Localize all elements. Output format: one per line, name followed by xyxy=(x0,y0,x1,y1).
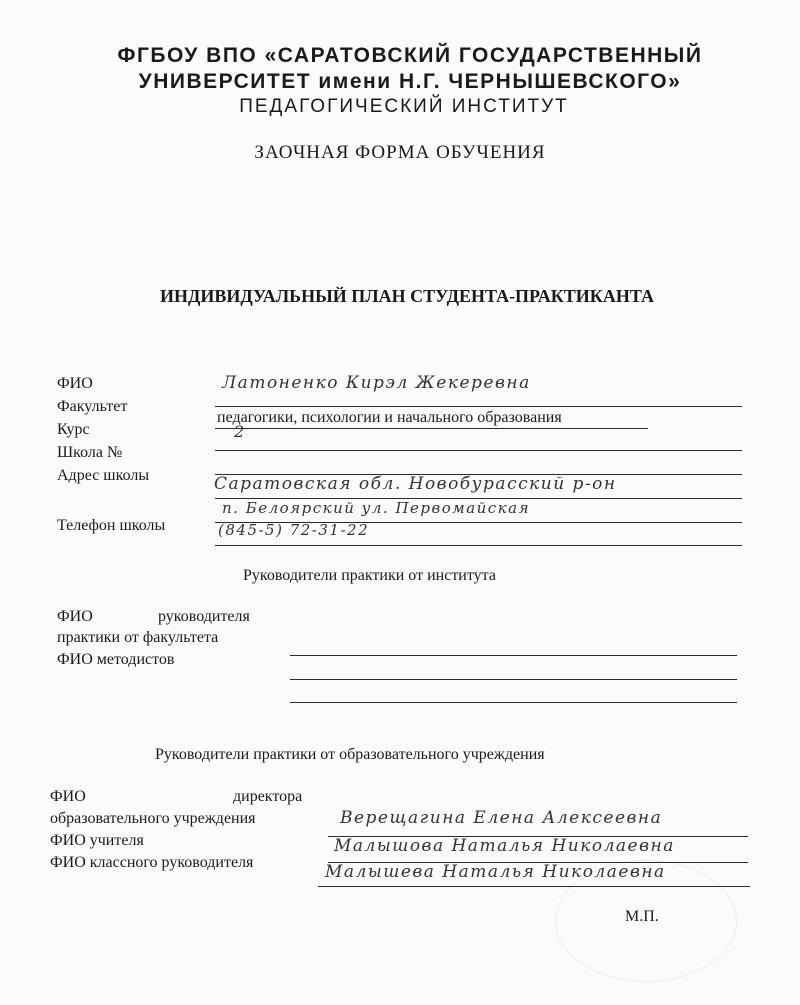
director-label-fio: ФИО xyxy=(50,788,86,805)
faculty-line xyxy=(215,428,648,429)
header-line-2: УНИВЕРСИТЕТ имени Н.Г. ЧЕРНЫШЕВСКОГО» xyxy=(138,70,682,93)
faculty-label: Факультет xyxy=(57,398,128,415)
fio-line xyxy=(215,406,742,407)
header-line-1: ФГБОУ ВПО «САРАТОВСКИЙ ГОСУДАРСТВЕННЫЙ xyxy=(117,44,703,67)
fio-label: ФИО xyxy=(57,375,93,392)
address-line-2: п. Белоярский ул. Первомайская xyxy=(222,499,531,517)
teacher-label: ФИО учителя xyxy=(50,832,144,849)
fio-value: Латоненко Кирэл Жекеревна xyxy=(222,373,531,393)
class-teacher-value: Малышева Наталья Николаевна xyxy=(325,862,666,882)
course-line xyxy=(215,450,742,451)
faculty-value: педагогики, психологии и начального образования xyxy=(217,409,562,426)
methodists-label: ФИО методистов xyxy=(57,651,175,668)
header-line-3: ПЕДАГОГИЧЕСКИЙ ИНСТИТУТ xyxy=(239,96,569,117)
document-title: ИНДИВИДУАЛЬНЫЙ ПЛАН СТУДЕНТА-ПРАКТИКАНТА xyxy=(160,286,654,306)
phone-label: Телефон школы xyxy=(57,517,166,534)
course-label: Курс xyxy=(57,421,90,438)
methodists-line-2 xyxy=(290,702,737,703)
supervisor-label-fio: ФИО xyxy=(57,608,93,625)
director-label-institution: образовательного учреждения xyxy=(50,810,256,827)
class-teacher-label: ФИО классного руководителя xyxy=(50,854,254,871)
school-label: Школа № xyxy=(57,444,123,461)
supervisor-label-role: руководителя xyxy=(158,608,250,625)
course-value: 2 xyxy=(234,422,246,441)
form-of-study: ЗАОЧНАЯ ФОРМА ОБУЧЕНИЯ xyxy=(254,142,546,163)
phone-line xyxy=(215,545,742,546)
director-label-role: директора xyxy=(233,788,303,805)
stamp-label: М.П. xyxy=(625,908,659,925)
supervisor-label-faculty: практики от факультета xyxy=(57,629,219,646)
institute-heading: Руководители практики от института xyxy=(243,567,496,584)
methodists-line-1 xyxy=(290,679,737,680)
phone-value: (845-5) 72-31-22 xyxy=(218,521,370,539)
address-line-1: Саратовская обл. Новобурасский р-он xyxy=(214,474,617,494)
teacher-value: Малышова Наталья Николаевна xyxy=(334,836,675,856)
address-label: Адрес школы xyxy=(57,467,150,484)
school-staff-heading: Руководители практики от образовательного учреждения xyxy=(155,746,545,763)
supervisor-line xyxy=(290,655,737,656)
director-value: Верещагина Елена Алексеевна xyxy=(340,808,663,828)
